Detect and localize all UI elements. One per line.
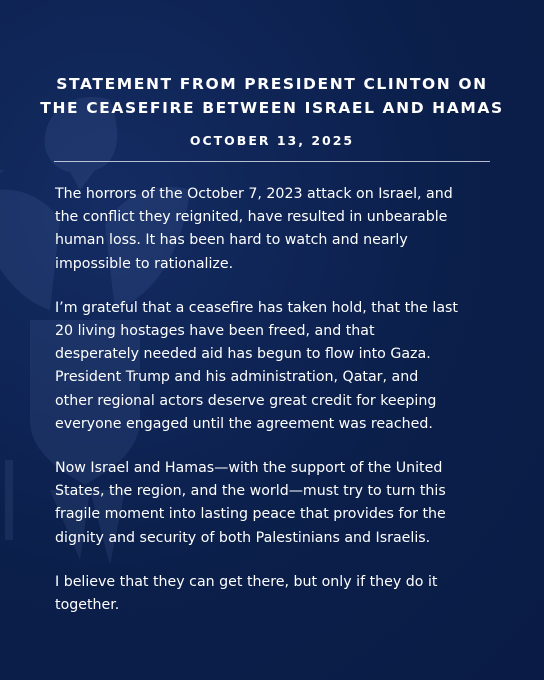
paragraph xyxy=(55,571,505,617)
paragraph-line: dignity and security of both Palestinians and Israelis. xyxy=(55,529,431,546)
statement-body xyxy=(55,183,505,638)
paragraph xyxy=(55,457,505,550)
paragraph-line: Now Israel and Hamas—with the support of the United xyxy=(55,460,443,477)
paragraph xyxy=(55,297,505,436)
paragraph xyxy=(55,183,505,276)
paragraph-line: other regional actors deserve great credit for keeping xyxy=(55,392,437,409)
paragraph-line: I’m grateful that a ceasefire has taken hold, that the last xyxy=(55,299,458,316)
paragraph-line: desperately needed aid has begun to flow into Gaza. xyxy=(55,346,431,363)
paragraph-line: President Trump and his administration, Qatar, and xyxy=(55,369,419,386)
paragraph-line: impossible to rationalize. xyxy=(55,255,234,272)
title-line: STATEMENT FROM PRESIDENT CLINTON ON xyxy=(56,75,488,93)
statement-title xyxy=(20,72,524,120)
paragraph-line: human loss. It has been hard to watch and nearly xyxy=(55,232,408,249)
title-line: THE CEASEFIRE BETWEEN ISRAEL AND HAMAS xyxy=(40,99,504,117)
statement-date: OCTOBER 13, 2025 xyxy=(189,133,355,148)
divider xyxy=(54,161,490,162)
paragraph-line: States, the region, and the world—must try to turn this xyxy=(55,483,446,500)
paragraph-line: together. xyxy=(55,597,120,614)
paragraph-line: The horrors of the October 7, 2023 attack on Israel, and xyxy=(55,186,453,202)
paragraph-line: everyone engaged until the agreement was reached. xyxy=(55,415,433,432)
paragraph-line: the conflict they reignited, have resulted in unbearable xyxy=(55,209,448,226)
paragraph-line: 20 living hostages have been freed, and that xyxy=(55,323,375,340)
paragraph-line: fragile moment into lasting peace that provides for the xyxy=(55,506,446,523)
paragraph-line: I believe that they can get there, but only if they do it xyxy=(55,573,438,590)
